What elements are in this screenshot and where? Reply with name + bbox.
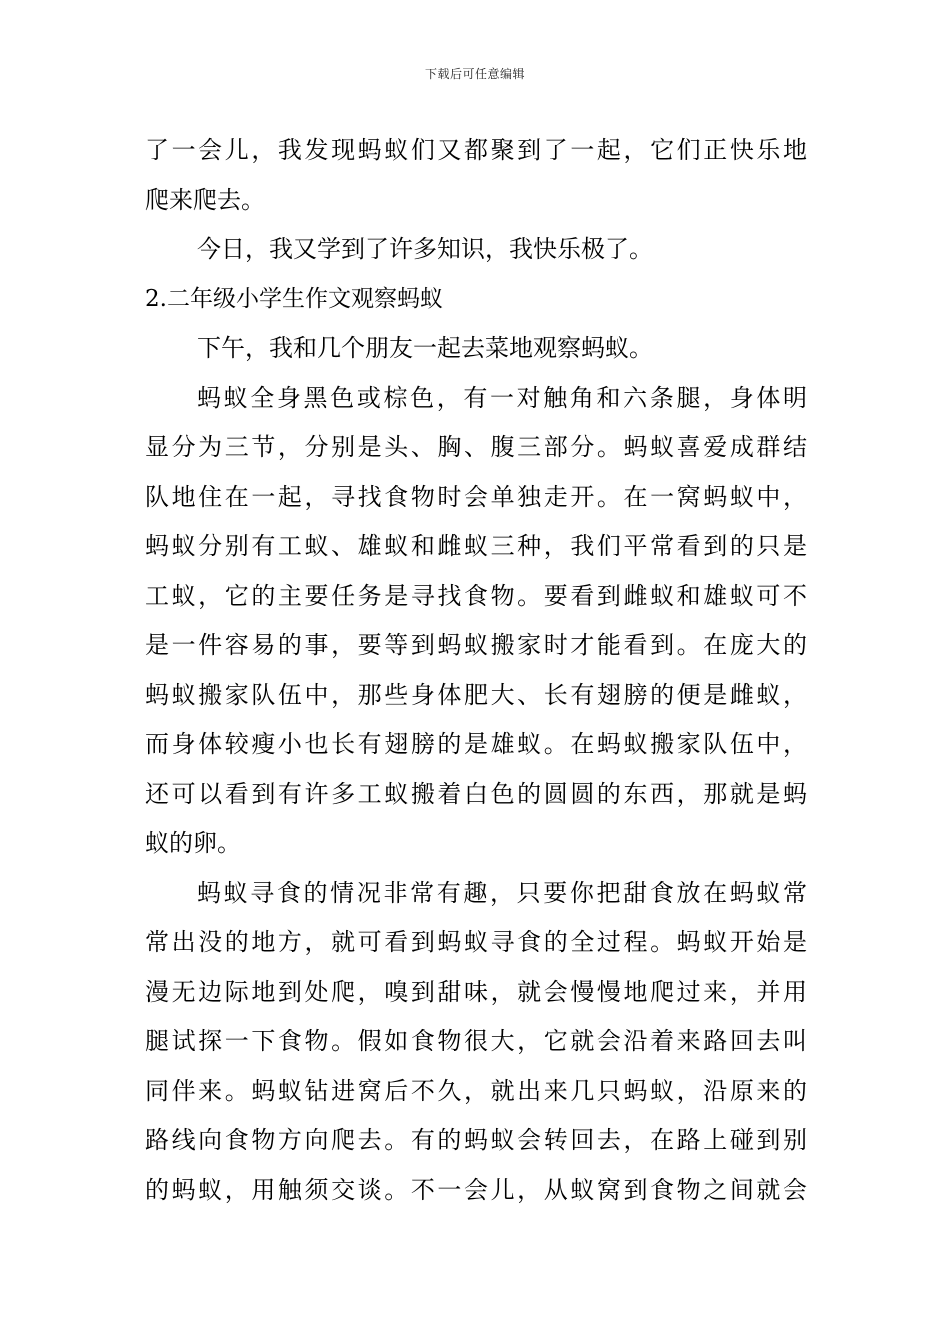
text-line-8: 队地住在一起，寻找食物时会单独走开。在一窝蚂蚁中， bbox=[145, 482, 807, 511]
text-line-10: 工蚁，它的主要任务是寻找食物。要看到雌蚁和雄蚁可不 bbox=[145, 581, 807, 610]
text-line-19: 腿试探一下食物。假如食物很大，它就会沿着来路回去叫 bbox=[145, 1027, 807, 1055]
text-line-13: 而身体较瘦小也长有翅膀的是雄蚁。在蚂蚁搬家队伍中， bbox=[145, 730, 807, 758]
text-line-11: 是一件容易的事，要等到蚂蚁搬家时才能看到。在庞大的 bbox=[145, 631, 807, 659]
text-line-9: 蚂蚁分别有工蚁、雄蚁和雌蚁三种，我们平常看到的只是 bbox=[145, 532, 807, 560]
text-line-1: 了一会儿，我发现蚂蚁们又都聚到了一起，它们正快乐地 bbox=[145, 136, 807, 164]
section-heading: 2.二年级小学生作文观察蚂蚁 bbox=[145, 285, 443, 312]
text-line-14: 还可以看到有许多工蚁搬着白色的圆圆的东西，那就是蚂 bbox=[145, 779, 807, 808]
text-line-20: 同伴来。蚂蚁钻进窝后不久，就出来几只蚂蚁，沿原来的 bbox=[145, 1076, 807, 1105]
text-line-22: 的蚂蚁，用触须交谈。不一会儿，从蚁窝到食物之间就会 bbox=[145, 1175, 807, 1204]
text-line-21: 路线向食物方向爬去。有的蚂蚁会转回去，在路上碰到别 bbox=[145, 1126, 807, 1154]
text-line-3: 今日，我又学到了许多知识，我快乐极了。 bbox=[197, 235, 653, 263]
document-body bbox=[145, 126, 807, 1215]
text-line-17: 常出没的地方，就可看到蚂蚁寻食的全过程。蚂蚁开始是 bbox=[145, 928, 807, 956]
text-line-6: 蚂蚁全身黑色或棕色，有一对触角和六条腿，身体明 bbox=[197, 383, 807, 412]
text-line-2: 爬来爬去。 bbox=[145, 185, 265, 214]
text-line-5: 下午，我和几个朋友一起去菜地观察蚂蚁。 bbox=[197, 334, 653, 362]
text-line-18: 漫无边际地到处爬，嗅到甜味，就会慢慢地爬过来，并用 bbox=[145, 977, 807, 1006]
text-line-15: 蚁的卵。 bbox=[145, 829, 241, 857]
text-line-16: 蚂蚁寻食的情况非常有趣，只要你把甜食放在蚂蚁常 bbox=[197, 878, 807, 907]
text-line-7: 显分为三节，分别是头、胸、腹三部分。蚂蚁喜爱成群结 bbox=[145, 433, 807, 461]
text-line-12: 蚂蚁搬家队伍中，那些身体肥大、长有翅膀的便是雌蚁， bbox=[145, 680, 807, 709]
page-header: 下载后可任意编辑 bbox=[424, 67, 525, 81]
